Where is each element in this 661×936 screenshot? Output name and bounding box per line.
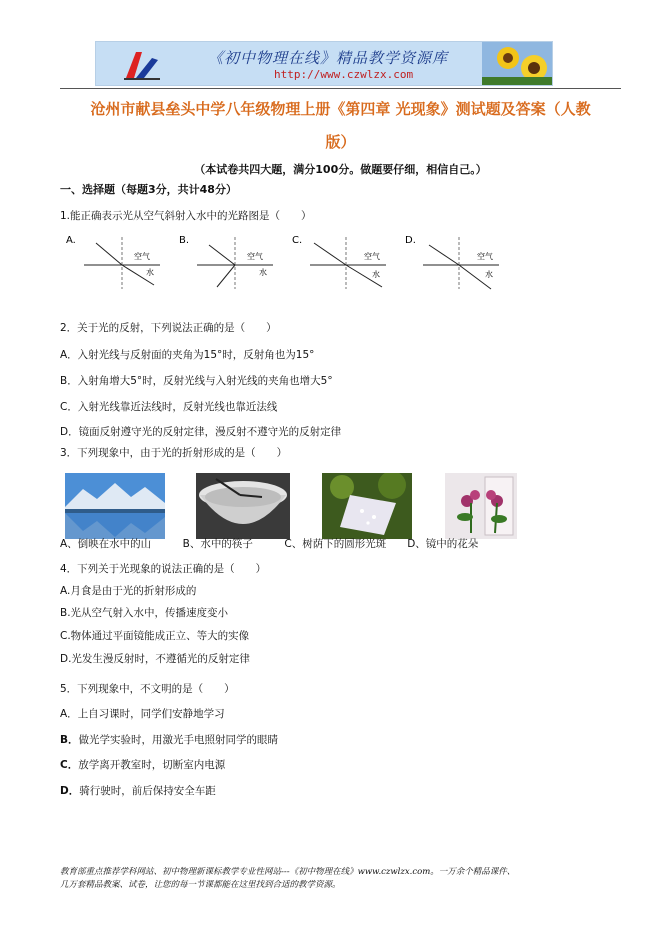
header-banner bbox=[95, 41, 553, 86]
q1-diagram-a bbox=[64, 229, 164, 291]
q4-option-d: D.光发生漫反射时，不遵循光的反射定律 bbox=[60, 653, 250, 665]
document-subtitle: （本试卷共四大题，满分100分。做题要仔细，相信自己。） bbox=[194, 163, 487, 176]
mountain-reflection-image bbox=[65, 473, 165, 539]
q1-diagram-b bbox=[177, 229, 277, 291]
banner-url[interactable]: http://www.czwlzx.com bbox=[274, 68, 414, 81]
document-title-line2: 版） bbox=[325, 133, 356, 151]
svg-text:水: 水 bbox=[485, 270, 493, 279]
q1-diagram-c bbox=[290, 229, 390, 291]
svg-text:空气: 空气 bbox=[477, 252, 493, 261]
tree-shade-light-spots-image bbox=[322, 473, 412, 539]
q5-option-b: B．做光学实验时，用激光手电照射同学的眼睛 bbox=[60, 734, 279, 746]
q2-option-c: C．入射光线靠近法线时，反射光线也靠近法线 bbox=[60, 401, 278, 413]
logo-icon bbox=[122, 48, 162, 82]
svg-text:空气: 空气 bbox=[134, 252, 150, 261]
svg-text:水: 水 bbox=[146, 268, 154, 277]
svg-text:水: 水 bbox=[259, 268, 267, 277]
svg-text:水: 水 bbox=[372, 270, 380, 279]
banner-title: 《初中物理在线》精品教学资源库 bbox=[208, 49, 449, 67]
q2-option-d: D．镜面反射遵守光的反射定律，漫反射不遵守光的反射定律 bbox=[60, 426, 342, 438]
q2-option-b: B．入射角增大5°时，反射光线与入射光线的夹角也增大5° bbox=[60, 375, 333, 387]
q3-stem: 3．下列现象中，由于光的折射形成的是（ ） bbox=[60, 447, 288, 459]
section-heading: 一、选择题（每题3分，共计48分） bbox=[60, 183, 237, 196]
q1-option-d-label: D. bbox=[405, 235, 416, 246]
footer-line2: 几万套精品教案、试卷，让您的每一节课都能在这里找到合适的教学资源。 bbox=[60, 880, 341, 890]
q2-option-a: A．入射光线与反射面的夹角为15°时，反射角也为15° bbox=[60, 349, 315, 361]
q4-option-c: C.物体通过平面镜能成正立、等大的实像 bbox=[60, 630, 250, 642]
q1-option-a-label: A. bbox=[66, 235, 76, 246]
sunflower-icon bbox=[482, 42, 552, 86]
q5-stem: 5．下列现象中，不文明的是（ ） bbox=[60, 683, 235, 695]
q2-stem: 2．关于光的反射，下列说法正确的是（ ） bbox=[60, 322, 277, 334]
q1-option-b-label: B. bbox=[179, 235, 190, 246]
q4-option-a: A.月食是由于光的折射形成的 bbox=[60, 585, 197, 597]
svg-text:空气: 空气 bbox=[364, 252, 380, 261]
q4-option-b: B.光从空气射入水中，传播速度变小 bbox=[60, 607, 229, 619]
svg-text:空气: 空气 bbox=[247, 252, 263, 261]
q3-captions: A、倒映在水中的山 B、水中的筷子 C、树荫下的圆形光斑 D、镜中的花朵 bbox=[60, 538, 479, 550]
q5-option-d: D．骑行驶时，前后保持安全车距 bbox=[60, 785, 216, 797]
q5-option-c: C．放学离开教室时，切断室内电源 bbox=[60, 759, 226, 771]
q5-option-a: A．上自习课时，同学们安静地学习 bbox=[60, 708, 225, 720]
q4-stem: 4．下列关于光现象的说法正确的是（ ） bbox=[60, 563, 267, 575]
header-divider bbox=[60, 88, 621, 89]
footer-note bbox=[60, 866, 620, 892]
chopsticks-in-water-image bbox=[196, 473, 290, 539]
q1-stem: 1.能正确表示光从空气斜射入水中的光路图是（ ） bbox=[60, 210, 312, 222]
q1-diagram-d bbox=[403, 229, 503, 291]
flowers-in-mirror-image bbox=[445, 473, 517, 539]
document-title-line1: 沧州市献县垒头中学八年级物理上册《第四章 光现象》测试题及答案（人教 bbox=[90, 100, 591, 118]
footer-line1: 教育部重点推荐学科网站、初中物理新课标教学专业性网站---《初中物理在线》www.czwlzx.com。一万余个精品课件、 bbox=[60, 867, 516, 877]
q1-option-c-label: C. bbox=[292, 235, 303, 246]
